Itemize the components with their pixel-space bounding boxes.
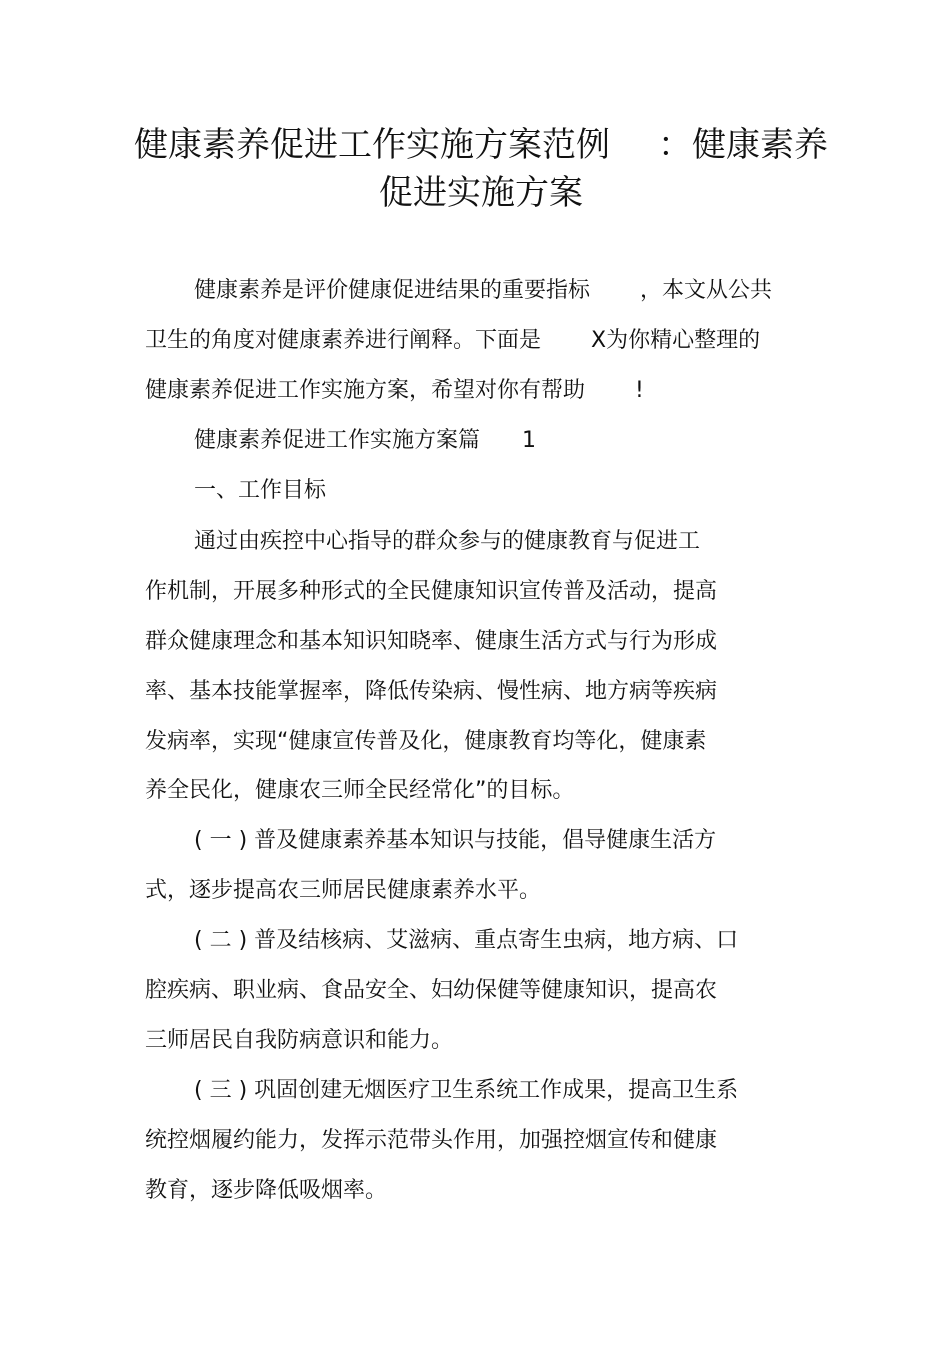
intro-line-1-b: ，本文从公共 — [640, 278, 773, 303]
intro-line-2 — [145, 326, 760, 356]
document-title-line-1 — [0, 122, 950, 168]
goal-paragraph-line: 群众健康理念和基本知识知晓率、健康生活方式与行为形成 — [145, 629, 718, 654]
item-3-line: 教育，逐步降低吸烟率。 — [145, 1178, 388, 1203]
intro-line-3-a: 健康素养促进工作实施方案，希望对你有帮助 — [145, 378, 586, 403]
item-2-line: ( 二 ) 普及结核病、艾滋病、重点寄生虫病，地方病、口 — [194, 928, 739, 953]
goal-paragraph-line: 养全民化，健康农三师全民经常化”的目标。 — [145, 778, 575, 803]
document-title-line-2: 促进实施方案 — [379, 173, 583, 213]
goal-paragraph-line: 发病率，实现“健康宣传普及化，健康教育均等化，健康素 — [145, 729, 707, 754]
section-heading-number: 1 — [522, 428, 537, 453]
item-1-line: 式，逐步提高农三师居民健康素养水平。 — [145, 878, 542, 903]
goal-paragraph-line: 作机制，开展多种形式的全民健康知识宣传普及活动，提高 — [145, 579, 718, 604]
intro-line-1-a: 健康素养是评价健康促进结果的重要指标 — [194, 278, 591, 303]
section-heading — [194, 426, 536, 456]
title-main-text: 健康素养促进工作实施方案范例 — [134, 125, 610, 165]
item-1-line: ( 一 ) 普及健康素养基本知识与技能，倡导健康生活方 — [194, 828, 717, 853]
item-3-line: 统控烟履约能力，发挥示范带头作用，加强控烟宣传和健康 — [145, 1128, 718, 1153]
intro-line-2-a: 卫生的角度对健康素养进行阐释。下面是 — [145, 328, 542, 353]
goal-paragraph-line: 通过由疾控中心指导的群众参与的健康教育与促进工 — [194, 529, 701, 554]
item-2-line: 腔疾病、职业病、食品安全、妇幼保健等健康知识，提高农 — [145, 978, 718, 1003]
item-3-line: ( 三 ) 巩固创建无烟医疗卫生系统工作成果，提高卫生系 — [194, 1078, 739, 1103]
intro-line-1 — [194, 276, 772, 306]
intro-line-3-b: ! — [635, 378, 644, 403]
intro-line-2-b: X为你精心整理的 — [591, 328, 761, 353]
section-heading-text: 健康素养促进工作实施方案篇 — [194, 428, 481, 453]
intro-line-3 — [145, 376, 644, 406]
title-subtitle-text: ：健康素养 — [658, 125, 828, 165]
item-2-line: 三师居民自我防病意识和能力。 — [145, 1028, 454, 1053]
goal-paragraph-line: 率、基本技能掌握率，降低传染病、慢性病、地方病等疾病 — [145, 679, 718, 704]
part-heading: 一、工作目标 — [194, 478, 327, 503]
